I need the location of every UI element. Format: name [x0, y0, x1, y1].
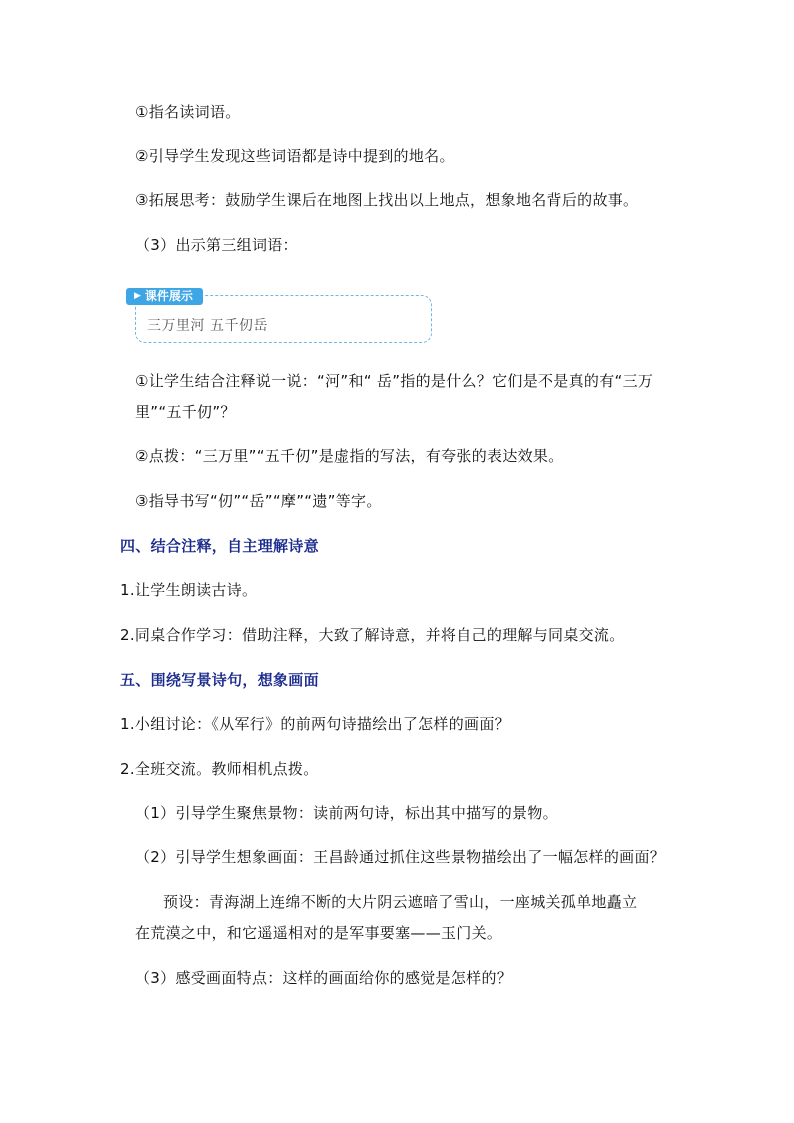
step-explain-notes-cont: 里”“五千仞”？	[135, 403, 236, 421]
step-focus-scenery: （1）引导学生聚焦景物：读前两句诗，标出其中描写的景物。	[135, 804, 558, 822]
section-heading-4: 四、结合注释，自主理解诗意	[120, 537, 319, 555]
item-class-exchange: 2.全班交流。教师相机点拨。	[120, 760, 319, 778]
step-writing-guide: ③指导书写“仞”“岳”“摩”“遗”等字。	[135, 492, 382, 510]
item-pair-study: 2.同桌合作学习：借助注释，大致了解诗意，并将自己的理解与同桌交流。	[120, 626, 625, 644]
play-triangle-icon: ▶	[134, 291, 141, 301]
step-hint: ②点拨：“三万里”“五千仞”是虚指的写法，有夸张的表达效果。	[135, 447, 564, 465]
courseware-tag	[126, 288, 203, 305]
preset-answer-cont: 在荒漠之中，和它遥遥相对的是军事要塞——玉门关。	[135, 924, 503, 942]
step-extend-thinking: ③拓展思考：鼓励学生课后在地图上找出以上地点，想象地名背后的故事。	[135, 191, 639, 209]
step-explain-notes: ①让学生结合注释说一说：“河”和“ 岳”指的是什么？它们是不是真的有“三万	[135, 372, 654, 390]
step-feel-scene: （3）感受画面特点：这样的画面给你的感觉是怎样的？	[135, 969, 513, 987]
item-read-poem: 1.让学生朗读古诗。	[120, 581, 258, 599]
preset-answer: 预设：青海湖上连绵不断的大片阴云遮暗了雪山，一座城关孤单地矗立	[163, 893, 638, 911]
item-group-discussion: 1.小组讨论：《从军行》的前两句诗描绘出了怎样的画面？	[120, 715, 510, 733]
courseware-content: 三万里河 五千仞岳	[147, 318, 268, 334]
courseware-tag-label: 课件展示	[144, 289, 193, 303]
step-read-words: ①指名读词语。	[135, 103, 241, 121]
step-imagine-scene: （2）引导学生想象画面：王昌龄通过抓住这些景物描绘出了一幅怎样的画面？	[135, 848, 666, 866]
section-heading-5: 五、围绕写景诗句，想象画面	[120, 671, 319, 689]
step-place-names: ②引导学生发现这些词语都是诗中提到的地名。	[135, 147, 455, 165]
step-show-third-group: （3）出示第三组词语：	[135, 236, 298, 254]
